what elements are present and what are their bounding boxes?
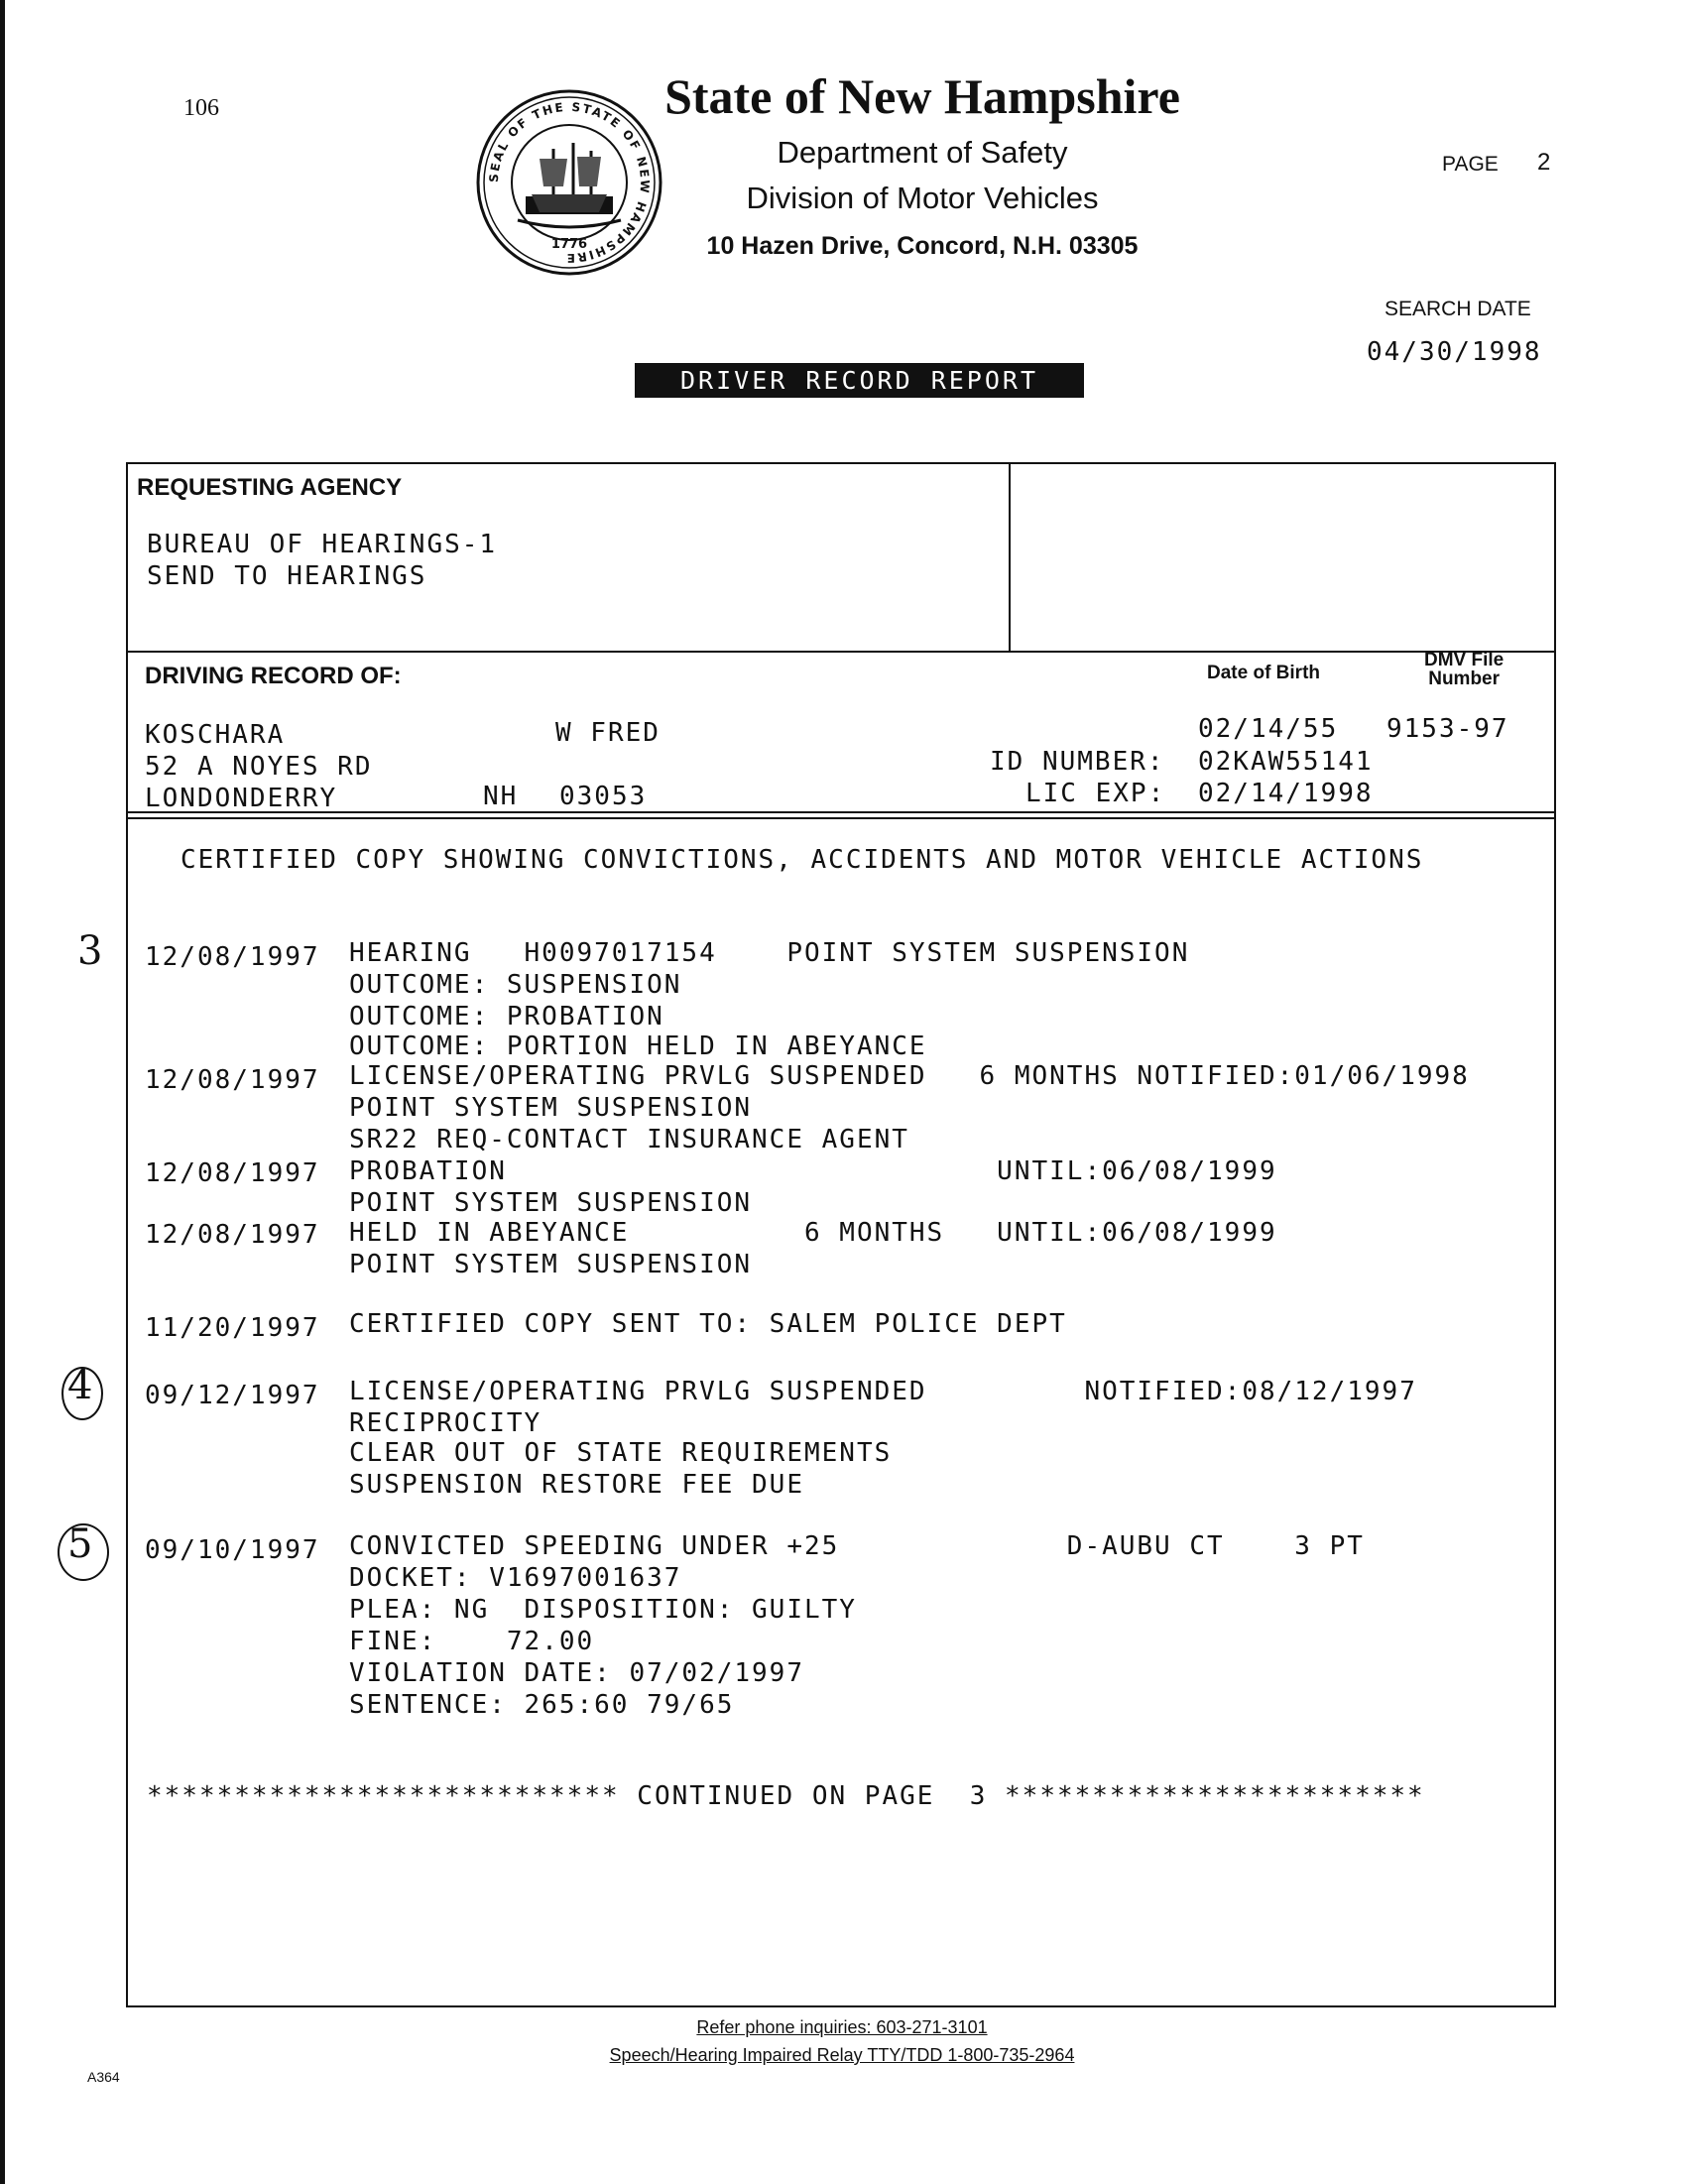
driver-last-name: KOSCHARA <box>145 720 286 750</box>
handwritten-mark-4: 4 <box>67 1363 93 1408</box>
department-address: 10 Hazen Drive, Concord, N.H. 03305 <box>706 232 1139 260</box>
handwritten-mark-5: 5 <box>67 1521 93 1567</box>
id-number-label: ID NUMBER: <box>990 747 1165 777</box>
scan-edge <box>0 0 5 2184</box>
dob-label: Date of Birth <box>1207 663 1320 683</box>
license-expiry: 02/14/1998 <box>1198 779 1374 808</box>
entry-line: PROBATION UNTIL:06/08/1999 <box>349 1156 1277 1186</box>
entry-line: OUTCOME: PORTION HELD IN ABEYANCE <box>349 1031 927 1061</box>
page-number-mark: 106 <box>183 95 219 121</box>
entry-line: POINT SYSTEM SUSPENSION <box>349 1250 753 1279</box>
agency-bottom-rule <box>126 651 1554 653</box>
entry-line: HEARING H0097017154 POINT SYSTEM SUSPENSION <box>349 938 1190 968</box>
relay-info: Speech/Hearing Impaired Relay TTY/TDD 1-800-735-2964 <box>609 2045 1075 2065</box>
division-name: Division of Motor Vehicles <box>746 181 1099 215</box>
entry-line: VIOLATION DATE: 07/02/1997 <box>349 1658 804 1688</box>
page-value: 2 <box>1537 149 1551 176</box>
requesting-agency-label: REQUESTING AGENCY <box>137 474 403 501</box>
agency-divider <box>1009 462 1011 653</box>
phone-inquiries: Refer phone inquiries: 603-271-3101 <box>696 2017 988 2037</box>
entry-line: HELD IN ABEYANCE 6 MONTHS UNTIL:06/08/1999 <box>349 1218 1277 1248</box>
entry-date: 12/08/1997 <box>145 942 320 972</box>
entry-line: LICENSE/OPERATING PRVLG SUSPENDED NOTIFIED:08/12/1997 <box>349 1377 1417 1406</box>
entry-line: CLEAR OUT OF STATE REQUIREMENTS <box>349 1438 893 1468</box>
driver-city: LONDONDERRY <box>145 784 338 813</box>
agency-line-2: SEND TO HEARINGS <box>147 561 427 591</box>
agency-line-1: BUREAU OF HEARINGS-1 <box>147 530 498 559</box>
id-number: 02KAW55141 <box>1198 747 1374 777</box>
entry-date: 09/12/1997 <box>145 1381 320 1410</box>
entry-line: LICENSE/OPERATING PRVLG SUSPENDED 6 MONTHS NOTIFIED:01/06/1998 <box>349 1061 1470 1091</box>
entry-date: 12/08/1997 <box>145 1158 320 1188</box>
entry-line: POINT SYSTEM SUSPENSION <box>349 1093 753 1123</box>
entry-line: OUTCOME: SUSPENSION <box>349 970 682 1000</box>
certified-heading: CERTIFIED COPY SHOWING CONVICTIONS, ACCIDENTS AND MOTOR VEHICLE ACTIONS <box>181 845 1424 875</box>
driving-record-label: DRIVING RECORD OF: <box>145 663 402 689</box>
entry-line: OUTCOME: PROBATION <box>349 1002 664 1031</box>
entry-line: CONVICTED SPEEDING UNDER +25 D-AUBU CT 3 PT <box>349 1531 1365 1561</box>
entry-line: PLEA: NG DISPOSITION: GUILTY <box>349 1595 857 1625</box>
svg-text:SEAL OF THE STATE OF NEW HAMPS: SEAL OF THE STATE OF NEW HAMPSHIRE <box>486 99 653 266</box>
entry-line: RECIPROCITY <box>349 1408 542 1438</box>
driver-first-name: W FRED <box>555 718 661 748</box>
entry-line: CERTIFIED COPY SENT TO: SALEM POLICE DEPT <box>349 1309 1067 1339</box>
dmv-file-number: 9153-97 <box>1386 714 1509 744</box>
driver-dob: 02/14/55 <box>1198 714 1339 744</box>
entry-date: 09/10/1997 <box>145 1535 320 1565</box>
dmv-file-label: DMV File Number <box>1424 650 1505 689</box>
handwritten-mark-3: 3 <box>77 928 103 974</box>
record-divider <box>126 811 1554 819</box>
search-date-label: SEARCH DATE <box>1385 298 1531 320</box>
form-code: A364 <box>87 2069 120 2085</box>
driver-street: 52 A NOYES RD <box>145 752 373 782</box>
entry-line: SENTENCE: 265:60 79/65 <box>349 1690 735 1720</box>
entry-date: 12/08/1997 <box>145 1220 320 1250</box>
state-title: State of New Hampshire <box>664 68 1180 124</box>
svg-text:1776: 1776 <box>550 237 588 252</box>
driver-zip: 03053 <box>559 782 648 811</box>
page-label: PAGE <box>1442 153 1499 176</box>
entry-line: FINE: 72.00 <box>349 1627 595 1656</box>
entry-date: 12/08/1997 <box>145 1065 320 1095</box>
continued-notice: *************************** CONTINUED ON PAGE 3 ************************ <box>147 1781 1425 1811</box>
entry-line: DOCKET: V1697001637 <box>349 1563 682 1593</box>
license-expiry-label: LIC EXP: <box>1025 779 1166 808</box>
entry-date: 11/20/1997 <box>145 1313 320 1343</box>
search-date: 04/30/1998 <box>1367 337 1542 367</box>
driver-state: NH <box>483 782 519 811</box>
entry-line: SR22 REQ-CONTACT INSURANCE AGENT <box>349 1125 909 1154</box>
entry-line: POINT SYSTEM SUSPENSION <box>349 1188 753 1218</box>
department-name: Department of Safety <box>777 135 1068 170</box>
entry-line: SUSPENSION RESTORE FEE DUE <box>349 1470 804 1500</box>
report-title-banner: DRIVER RECORD REPORT <box>635 363 1084 398</box>
